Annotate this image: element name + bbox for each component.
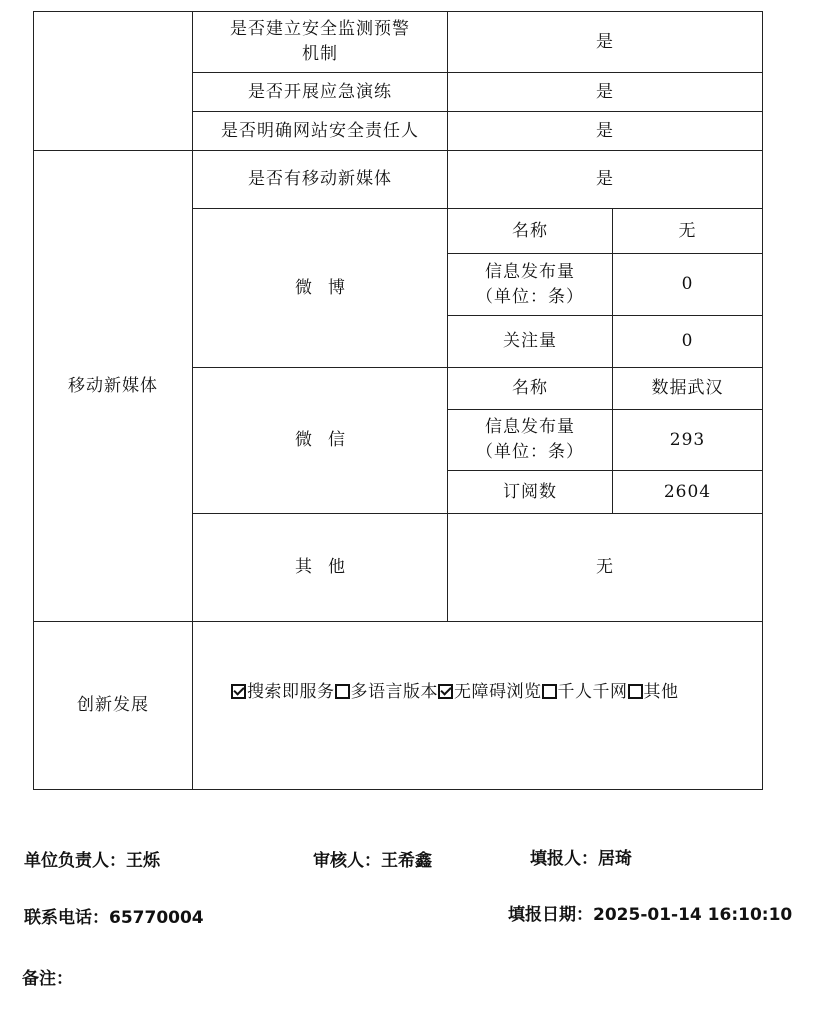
fill-date: 填报日期：2025-01-14 16:10:10 (508, 905, 793, 925)
checkbox-accessibility[interactable] (438, 680, 542, 705)
weibo-label: 微博 (295, 277, 361, 298)
weibo-followers-value: 0 (681, 331, 694, 351)
innovation-label: 创新发展 (77, 695, 149, 715)
checkbox-icon (628, 684, 643, 699)
wechat-posts-label: 信息发布量 （单位：条） (476, 417, 584, 462)
other-media-label: 其他 (295, 557, 361, 577)
row-value-has-mobile-media: 是 (596, 169, 614, 189)
checkbox-other[interactable] (628, 680, 679, 705)
checkbox-search-as-service[interactable] (231, 680, 335, 705)
weibo-followers-label: 关注量 (503, 331, 557, 351)
wechat-name-value: 数据武汉 (651, 378, 724, 398)
option-label: 无障碍浏览 (454, 681, 542, 702)
checkbox-icon (231, 684, 246, 699)
option-label: 千人千网 (557, 681, 628, 702)
weibo-posts-label: 信息发布量 （单位：条） (476, 261, 584, 307)
checkbox-icon (438, 684, 453, 699)
row-value-security-monitoring: 是 (596, 31, 614, 52)
innovation-options (193, 622, 762, 762)
checkbox-multilingual[interactable] (335, 680, 439, 705)
wechat-posts-value: 293 (669, 429, 706, 450)
row-label-emergency-drill: 是否开展应急演练 (248, 81, 392, 102)
checkbox-icon (542, 684, 557, 699)
remarks: 备注： (22, 969, 73, 989)
row-label-security-monitoring: 是否建立安全监测预警 机制 (230, 19, 410, 64)
weibo-name-value: 无 (678, 220, 697, 241)
wechat-subscribers-value: 2604 (663, 481, 712, 502)
row-value-security-owner: 是 (596, 120, 614, 141)
row-value-emergency-drill: 是 (596, 81, 614, 102)
contact-phone: 联系电话：65770004 (24, 908, 204, 928)
weibo-name-label: 名称 (512, 220, 548, 241)
option-label: 多语言版本 (350, 681, 438, 702)
row-label-has-mobile-media: 是否有移动新媒体 (248, 169, 392, 189)
other-media-value: 无 (596, 557, 614, 577)
wechat-subscribers-label: 订阅数 (503, 481, 557, 502)
option-label: 其他 (643, 681, 679, 702)
section-label-mobile-media: 移动新媒体 (68, 375, 158, 396)
option-label: 搜索即服务 (247, 681, 335, 702)
reviewer: 审核人：王希鑫 (313, 851, 432, 871)
weibo-posts-value: 0 (681, 274, 694, 294)
wechat-label: 微信 (295, 430, 361, 450)
checkbox-icon (335, 684, 350, 699)
wechat-name-label: 名称 (512, 378, 548, 398)
row-label-security-owner: 是否明确网站安全责任人 (221, 120, 419, 141)
filler: 填报人：居琦 (530, 849, 632, 869)
unit-head: 单位负责人：王烁 (24, 851, 160, 871)
checkbox-personalized[interactable] (542, 680, 628, 705)
